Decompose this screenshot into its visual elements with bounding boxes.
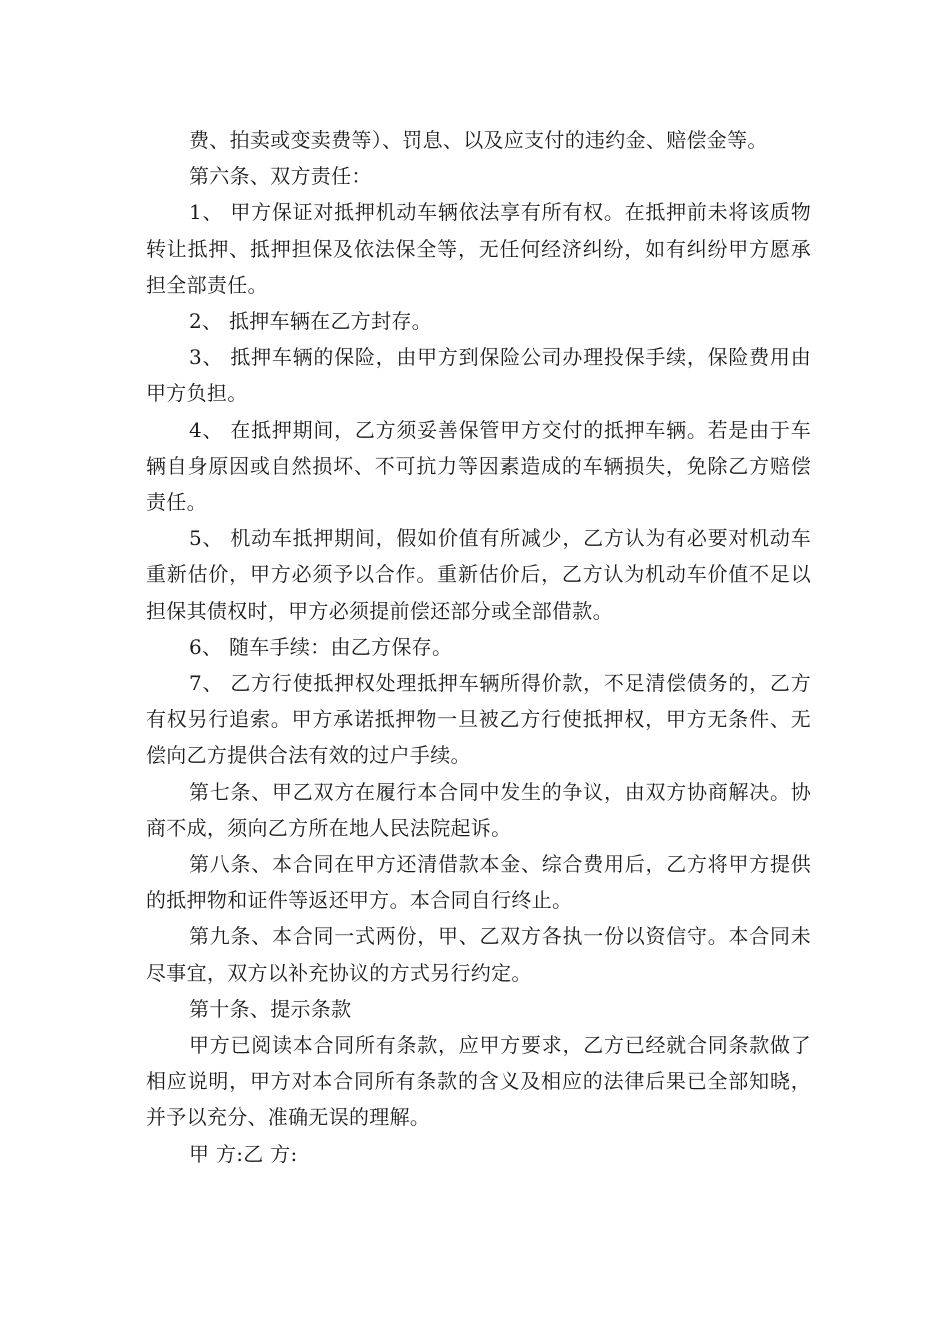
- article-10-body: 甲方已阅读本合同所有条款，应甲方要求，乙方已经就合同条款做了相应说明，甲方对本合同所有条款的含义及相应的法律后果已全部知晓，并予以充分、准确无误的理解。: [146, 1033, 811, 1130]
- clause-6-3: 3、 抵押车辆的保险，由甲方到保险公司办理投保手续，保险费用由甲方负担。: [146, 345, 811, 406]
- article-9: 第九条、本合同一式两份，甲、乙双方各执一份以资信守。本合同未尽事宜，双方以补充协议的方式另行约定。: [146, 924, 811, 985]
- document-body: [146, 122, 811, 1172]
- clause-6-5: 5、 机动车抵押期间，假如价值有所减少，乙方认为有必要对机动车重新估价，甲方必须予以合作。重新估价后，乙方认为机动车价值不足以担保其债权时，甲方必须提前偿还部分或全部借款。: [146, 526, 811, 623]
- clause-6-6: 6、 随车手续：由乙方保存。: [189, 634, 453, 659]
- signature-line: 甲 方:乙 方:: [189, 1141, 298, 1166]
- paragraph-fee-continuation: 费、拍卖或变卖费等）、罚息、以及应支付的违约金、赔偿金等。: [189, 128, 768, 152]
- clause-6-7: 7、 乙方行使抵押权处理抵押车辆所得价款，不足清偿债务的，乙方有权另行追索。甲方承诺抵押物一旦被乙方行使抵押权，甲方无条件、无偿向乙方提供合法有效的过户手续。: [146, 671, 811, 768]
- clause-6-1: 1、 甲方保证对抵押机动车辆依法享有所有权。在抵押前未将该质物转让抵押、抵押担保及依法保全等，无任何经济纠纷，如有纠纷甲方愿承担全部责任。: [146, 200, 811, 297]
- article-7: 第七条、甲乙双方在履行本合同中发生的争议，由双方协商解决。协商不成，须向乙方所在地人民法院起诉。: [146, 779, 811, 840]
- clause-6-2: 2、 抵押车辆在乙方封存。: [189, 309, 432, 334]
- heading-article-10: 第十条、提示条款: [189, 996, 352, 1021]
- heading-article-6: 第六条、双方责任：: [189, 164, 372, 189]
- article-8: 第八条、本合同在甲方还清借款本金、综合费用后，乙方将甲方提供的抵押物和证件等返还甲方。本合同自行终止。: [146, 852, 811, 913]
- clause-6-4: 4、 在抵押期间，乙方须妥善保管甲方交付的抵押车辆。若是由于车辆自身原因或自然损坏、不可抗力等因素造成的车辆损失，免除乙方赔偿责任。: [146, 417, 811, 515]
